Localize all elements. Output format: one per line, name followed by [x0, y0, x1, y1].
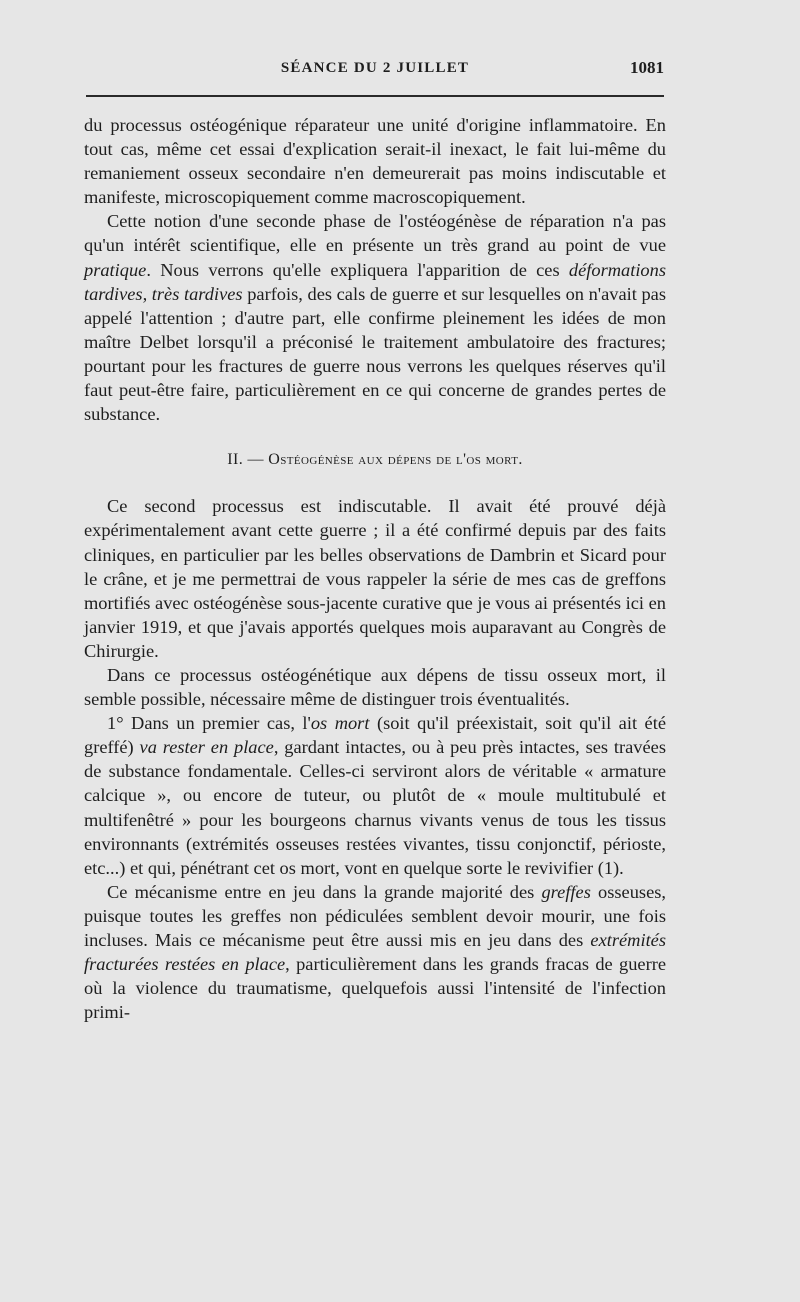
text-run: (soit qu'il préexistait, soit qu'il ait été greffé): [84, 713, 666, 758]
italic-run: pratique: [84, 259, 147, 280]
paragraph: [84, 209, 666, 426]
paragraph-continuation: [84, 113, 666, 209]
italic-run: extrémités fracturées restées en place: [84, 930, 666, 975]
paragraph: [84, 663, 666, 711]
paragraph: [84, 711, 666, 880]
italic-run: déformations tardives, très tardives: [84, 259, 666, 304]
header-rule: [86, 95, 664, 97]
paragraph: [84, 880, 666, 1025]
page-number: 1081: [630, 58, 664, 77]
text-run: Cette notion d'une seconde phase de l'ostéogénèse de réparation n'a pas qu'un intérêt scientifique, elle en présente un très grand au point de vue: [84, 211, 666, 256]
paragraph-text: du processus ostéogénique réparateur une unité d'origine inflammatoire. En tout cas, même cet essai d'explication serait-il inexact, le fait lui-même du remaniement osseux secondaire n'en demeurerait pas moins indiscutable et manifeste, microscopiquement comme macroscopiquement.: [84, 115, 666, 208]
text-run: , gardant intactes, ou à peu près intactes, ses travées de substance fondamentale. Celles-ci serviront alors de véritable « armature calcique », ou encore de tuteur, ou plutôt de « moule multitubulé et multifenêtré » pour les bourgeons charnus vivants venus de tous les tissus environnants (extrémités osseuses restées vivantes, tissu conjonctif, périoste, etc...) et qui, pénétrant cet os mort, vont en quelque sorte le revivifier (1).: [84, 737, 666, 878]
text-run: , particulièrement dans les grands fracas de guerre où la violence du traumatisme, quelquefois aussi l'intensité de l'infection primi-: [84, 954, 666, 1023]
section-heading: II. — Ostéogénèse aux dépens de l'os mort.: [227, 451, 523, 469]
text-run: Ce mécanisme entre en jeu dans la grande majorité des: [107, 881, 542, 902]
text-run: . Nous verrons qu'elle expliquera l'apparition de ces: [146, 259, 569, 280]
running-title: SÉANCE DU 2 JUILLET: [280, 60, 470, 76]
text-run: 1° Dans un premier cas, l': [107, 713, 311, 734]
italic-run: os mort: [310, 713, 370, 734]
italic-run: va rester en place: [139, 737, 274, 758]
paragraph-text: Ce second processus est indiscutable. Il avait été prouvé déjà expérimentalement avant cette guerre ; il a été confirmé depuis par des faits cliniques, en particulier par les belles observations de Dambrin et Sicard pour le crâne, et je me permettrai de vous rappeler la série de mes cas de greffons mortifiés avec ostéogénèse sous-jacente curative que je vous ai présentés ici en janvier 1919, et que j'avais apportés quelques mois auparavant au Congrès de Chirurgie.: [84, 496, 666, 661]
text-run: parfois, des cals de guerre et sur lesquelles on n'avait pas appelé l'attention ; d'autre part, elle confirme pleinement les idées de mon maître Delbet lorsqu'il a préconisé le traitement ambulatoire des fractures; pourtant pour les fractures de guerre nous verrons les quelques réserves qu'il faut peut-être faire, particulièrement en ce qui concerne de grandes pertes de substance.: [84, 283, 667, 425]
running-head: [84, 58, 666, 88]
italic-run: greffes: [541, 881, 591, 902]
body-text: [84, 113, 666, 1024]
paragraph: [84, 494, 666, 663]
paragraph-text: Dans ce processus ostéogénétique aux dépens de tissu osseux mort, il semble possible, nécessaire même de distinguer trois éventualités.: [84, 664, 666, 710]
text-run: osseuses, puisque toutes les greffes non pédiculées semblent devoir mourir, une fois incluses. Mais ce mécanisme peut être aussi mis en jeu dans des: [84, 881, 666, 950]
